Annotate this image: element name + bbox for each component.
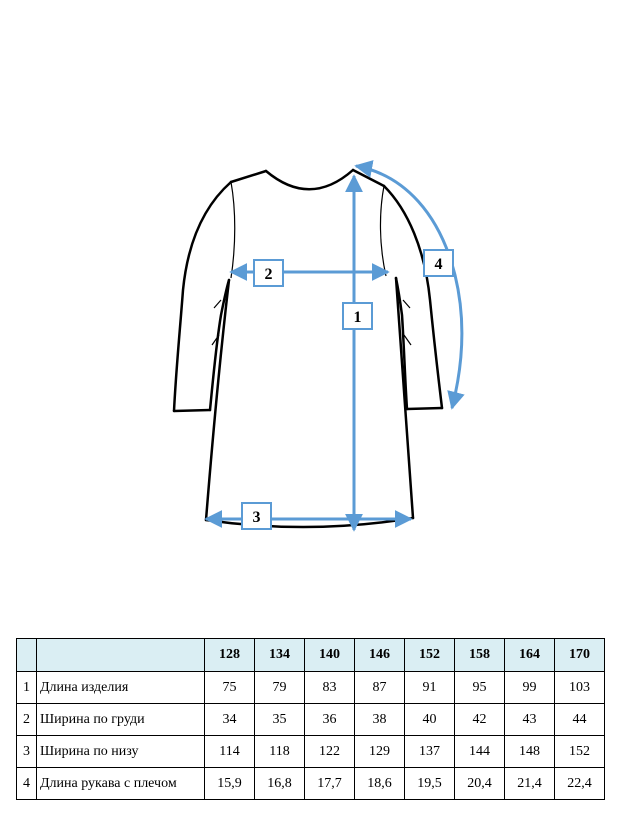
value-cell: 42 <box>455 704 505 736</box>
value-cell: 99 <box>505 672 555 704</box>
value-cell: 40 <box>405 704 455 736</box>
dress-outline <box>174 170 442 527</box>
header-num-cell <box>17 639 37 672</box>
table-row <box>17 704 605 736</box>
dress-seam-lines <box>212 182 411 345</box>
value-cell: 152 <box>555 736 605 768</box>
value-cell: 22,4 <box>555 768 605 800</box>
row-number: 1 <box>17 672 37 704</box>
callout-hem <box>242 503 271 529</box>
value-cell: 18,6 <box>355 768 405 800</box>
value-cell: 43 <box>505 704 555 736</box>
table-row <box>17 768 605 800</box>
table-row <box>17 672 605 704</box>
callout-sleeve-label: 4 <box>434 256 443 273</box>
size-header-cell: 152 <box>405 639 455 672</box>
value-cell: 17,7 <box>305 768 355 800</box>
value-cell: 79 <box>255 672 305 704</box>
size-header-cell: 128 <box>205 639 255 672</box>
value-cell: 21,4 <box>505 768 555 800</box>
value-cell: 144 <box>455 736 505 768</box>
size-header-row <box>17 639 605 672</box>
value-cell: 103 <box>555 672 605 704</box>
value-cell: 19,5 <box>405 768 455 800</box>
callout-hem-label: 3 <box>252 509 261 526</box>
row-number: 4 <box>17 768 37 800</box>
value-cell: 34 <box>205 704 255 736</box>
callout-length <box>343 303 372 329</box>
callout-chest-label: 2 <box>264 266 273 283</box>
value-cell: 129 <box>355 736 405 768</box>
size-header-cell: 158 <box>455 639 505 672</box>
value-cell: 137 <box>405 736 455 768</box>
size-table <box>16 638 605 800</box>
row-label: Длина изделия <box>37 672 205 704</box>
value-cell: 114 <box>205 736 255 768</box>
value-cell: 75 <box>205 672 255 704</box>
table-row <box>17 736 605 768</box>
row-label: Длина рукава с плечом <box>37 768 205 800</box>
row-number: 2 <box>17 704 37 736</box>
value-cell: 16,8 <box>255 768 305 800</box>
value-cell: 95 <box>455 672 505 704</box>
row-label: Ширина по низу <box>37 736 205 768</box>
callout-length-label: 1 <box>353 309 362 326</box>
value-cell: 38 <box>355 704 405 736</box>
size-header-cell: 170 <box>555 639 605 672</box>
value-cell: 91 <box>405 672 455 704</box>
value-cell: 87 <box>355 672 405 704</box>
measurement-lines <box>206 166 462 530</box>
value-cell: 148 <box>505 736 555 768</box>
value-cell: 20,4 <box>455 768 505 800</box>
value-cell: 36 <box>305 704 355 736</box>
header-param-cell <box>37 639 205 672</box>
size-header-cell: 164 <box>505 639 555 672</box>
size-header-cell: 140 <box>305 639 355 672</box>
size-header-cell: 146 <box>355 639 405 672</box>
row-label: Ширина по груди <box>37 704 205 736</box>
value-cell: 15,9 <box>205 768 255 800</box>
row-number: 3 <box>17 736 37 768</box>
callout-chest <box>254 260 283 286</box>
sleeve-measure-line <box>353 166 462 408</box>
value-cell: 44 <box>555 704 605 736</box>
value-cell: 35 <box>255 704 305 736</box>
value-cell: 118 <box>255 736 305 768</box>
value-cell: 83 <box>305 672 355 704</box>
callout-sleeve <box>424 250 453 276</box>
size-header-cell: 134 <box>255 639 305 672</box>
value-cell: 122 <box>305 736 355 768</box>
